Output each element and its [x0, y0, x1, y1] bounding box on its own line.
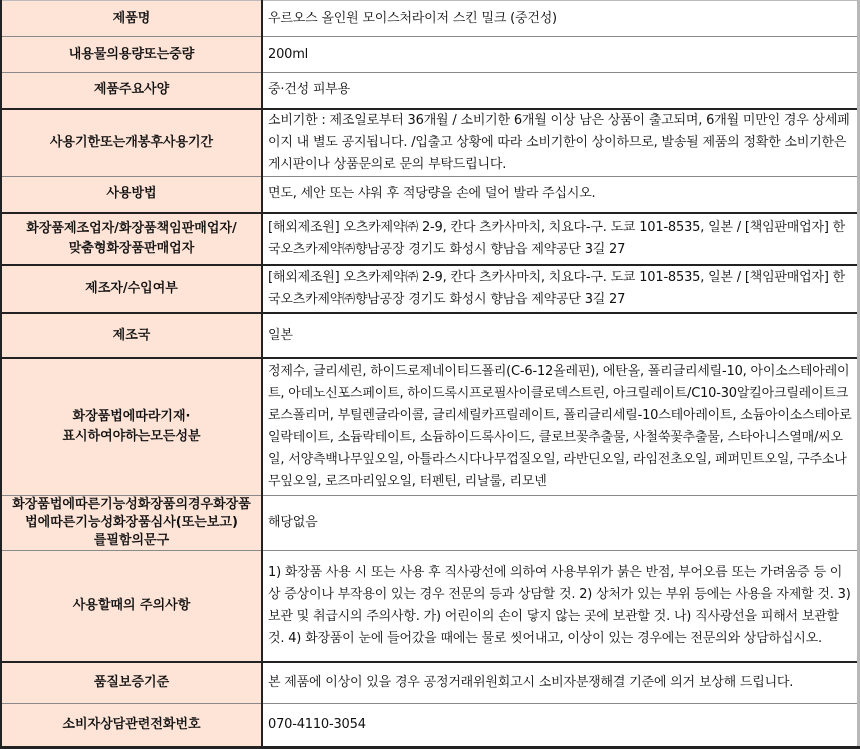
row-value: 정제수, 글리세린, 하이드로제네이티드폴리(C-6-12올레핀), 에탄올, 폴리글리세릴-10, 아이소스테아레이트, 아데노신포스페이트, 하이드록시프로필사이클로덱스트린, 아크릴레이트/C10-30알킬아크릴레이트크로스폴리머, 부틸렌글라이콜, 글리세릴카프릴레이트, 폴리글리세릴-10스테아레이트, 소듐아이소스테아로일락테이트, 소듐락테이트, 소듐하이드록사이드, 클로브꽃추출물, 사철쑥꽃추출물, 스타아니스열매/씨오일, 서양측백나무잎오일, 아틀라스시다나무껍질오일, 라반딘오일, 라임전초오일, 페퍼민트오일, 구주소나무잎오일, 로즈마리잎오일, 터펜틴, 리날룰, 리모넨	[262, 358, 859, 495]
row-label: 사용할때의 주의사항	[1, 550, 262, 662]
table-row-country	[1, 313, 859, 358]
row-value: [해외제조원] 오츠카제약㈜ 2-9, 칸다 츠카사마치, 치요다-구. 도쿄 101-8535, 일본 / [책임판매업자] 한국오츠카제약㈜향남공장 경기도 화성시 향남읍 제약공단 3길 27	[262, 213, 859, 265]
table-row-product-name	[1, 1, 859, 37]
table-row-usage	[1, 176, 859, 213]
row-value: 면도, 세안 또는 샤워 후 적당량을 손에 덜어 발라 주십시오.	[262, 176, 859, 213]
row-value: 200ml	[262, 37, 859, 73]
table-row-quality-assurance	[1, 662, 859, 703]
row-value: 소비기한 : 제조일로부터 36개월 / 소비기한 6개월 이상 남은 상품이 출고되며, 6개월 미만인 경우 상세페이지 내 별도 공지됩니다. /입출고 상황에 따라 소비기한이 상이하므로, 발송될 제품의 정확한 소비기한은 게시판이나 상품문의로 문의 부탁드립니다.	[262, 109, 859, 177]
row-value: 070-4110-3054	[262, 703, 859, 747]
row-label: 제품명	[1, 1, 262, 37]
row-label: 제품주요사양	[1, 73, 262, 109]
row-label: 화장품제조업자/화장품책임판매업자/맞춤형화장품판매업자	[1, 213, 262, 265]
table-row-consumer-phone	[1, 703, 859, 747]
row-label: 내용물의용량또는중량	[1, 37, 262, 73]
row-label: 화장품법에따른기능성화장품의경우화장품법에따른기능성화장품심사(또는보고)를필함의문구	[1, 495, 262, 550]
table-row-precautions	[1, 550, 859, 662]
row-value: 중·건성 피부용	[262, 73, 859, 109]
row-value: 일본	[262, 313, 859, 358]
row-value: [해외제조원] 오츠카제약㈜ 2-9, 칸다 츠카사마치, 치요다-구. 도쿄 101-8535, 일본 / [책임판매업자] 한국오츠카제약㈜향남공장 경기도 화성시 향남읍 제약공단 3길 27	[262, 265, 859, 313]
table-row-manufacturer-import	[1, 265, 859, 313]
table-row-main-spec	[1, 73, 859, 109]
table-row-expiry	[1, 109, 859, 177]
row-value: 우르오스 올인원 모이스처라이저 스킨 밀크 (중건성)	[262, 1, 859, 37]
row-label: 사용방법	[1, 176, 262, 213]
table-row-ingredients	[1, 358, 859, 495]
row-label: 제조자/수입여부	[1, 265, 262, 313]
row-label: 사용기한또는개봉후사용기간	[1, 109, 262, 177]
row-label: 제조국	[1, 313, 262, 358]
row-value: 1) 화장품 사용 시 또는 사용 후 직사광선에 의하여 사용부위가 붉은 반점, 부어오름 또는 가려움증 등 이상 증상이나 부작용이 있는 경우 전문의 등과 상담할 것. 2) 상처가 있는 부위 등에는 사용을 자제할 것. 3) 보관 및 취급시의 주의사항. 가) 어린이의 손이 닿지 않는 곳에 보관할 것. 나) 직사광선을 피해서 보관할 것. 4) 화장품이 눈에 들어갔을 때에는 물로 씻어내고, 이상이 있는 경우에는 전문의와 상담하십시오.	[262, 550, 859, 662]
table-row-volume	[1, 37, 859, 73]
row-label: 품질보증기준	[1, 662, 262, 703]
row-value: 해당없음	[262, 495, 859, 550]
table-row-functional-cosmetic	[1, 495, 859, 550]
row-label: 화장품법에따라기재·표시하여야하는모든성분	[1, 358, 262, 495]
row-value: 본 제품에 이상이 있을 경우 공정거래위원회고시 소비자분쟁해결 기준에 의거 보상해 드립니다.	[262, 662, 859, 703]
table-row-manufacturer-seller	[1, 213, 859, 265]
row-label: 소비자상담관련전화번호	[1, 703, 262, 747]
